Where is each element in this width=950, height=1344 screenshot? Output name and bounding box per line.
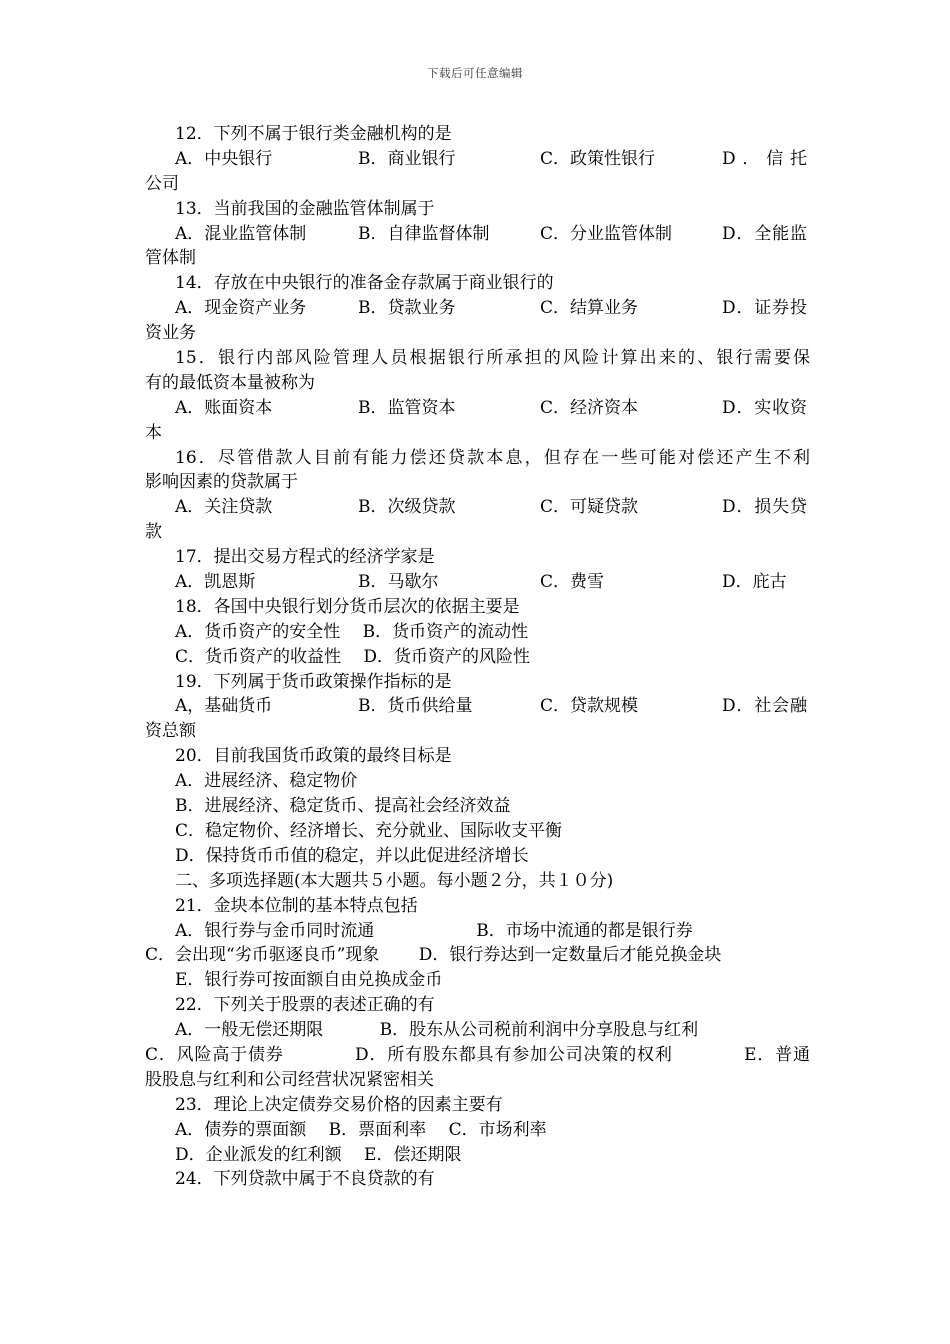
question-15-continuation: 本 bbox=[145, 422, 162, 443]
question-20-option-a: A．进展经济、稳定物价 bbox=[175, 771, 358, 792]
option-c: C．分业监管体制 bbox=[540, 223, 673, 244]
section-2-heading: 二、多项选择题(本大题共５小题。每小题２分，共１０分) bbox=[175, 870, 614, 891]
option-c: C．结算业务 bbox=[540, 298, 639, 319]
page-header: 下载后可任意编辑 bbox=[427, 66, 523, 80]
question-22-options-cde: C．风险高于债券 D．所有股东都具有参加公司决策的权利 E．普通 bbox=[145, 1044, 810, 1065]
option-b: B．监管资本 bbox=[358, 397, 456, 418]
option-d: D．全能监 bbox=[722, 223, 807, 244]
question-23-stem: 23．理论上决定债券交易价格的因素主要有 bbox=[175, 1094, 503, 1115]
option-b: B．货币供给量 bbox=[358, 696, 473, 717]
question-16-stem-line1: 16．尽管借款人目前有能力偿还贷款本息，但存在一些可能对偿还产生不利 bbox=[175, 447, 810, 468]
question-22-stem: 22．下列关于股票的表述正确的有 bbox=[175, 995, 435, 1016]
question-13-continuation: 管体制 bbox=[145, 248, 196, 269]
question-20-stem: 20．目前我国货币政策的最终目标是 bbox=[175, 746, 452, 767]
option-b: B．次级贷款 bbox=[358, 497, 456, 518]
option-a: A．凯恩斯 bbox=[175, 572, 256, 593]
question-20-option-c: C．稳定物价、经济增长、充分就业、国际收支平衡 bbox=[175, 820, 563, 841]
option-a: A．中央银行 bbox=[175, 148, 273, 169]
question-12-stem: 12．下列不属于银行类金融机构的是 bbox=[175, 124, 452, 144]
option-d: D．实收资 bbox=[722, 397, 807, 418]
question-19-options bbox=[145, 694, 810, 719]
question-12-continuation: 公司 bbox=[145, 173, 179, 194]
option-c: C．贷款规模 bbox=[540, 696, 639, 717]
question-22-options-ab: A．一般无偿还期限 B．股东从公司税前利润中分享股息与红利 bbox=[175, 1020, 699, 1041]
question-21-option-e: E．银行券可按面额自由兑换成金币 bbox=[175, 970, 443, 991]
question-15-options bbox=[145, 396, 810, 421]
question-17-options bbox=[145, 570, 810, 595]
option-b: B．商业银行 bbox=[358, 148, 456, 169]
question-13-stem: 13．当前我国的金融监管体制属于 bbox=[175, 198, 435, 219]
option-d: D．社会融 bbox=[722, 696, 807, 717]
question-14-continuation: 资业务 bbox=[145, 323, 196, 344]
question-20-option-d: D．保持货币币值的稳定，并以此促进经济增长 bbox=[175, 845, 529, 866]
question-15-stem-line2: 有的最低资本量被称为 bbox=[145, 372, 315, 393]
option-d: D．信托 bbox=[722, 148, 807, 169]
question-24-stem: 24．下列贷款中属于不良贷款的有 bbox=[175, 1169, 435, 1190]
question-17-stem: 17．提出交易方程式的经济学家是 bbox=[175, 547, 435, 568]
question-21-stem: 21．金块本位制的基本特点包括 bbox=[175, 895, 418, 916]
option-c: C．政策性银行 bbox=[540, 148, 656, 169]
question-12-options bbox=[145, 147, 810, 172]
question-18-options-ab: A．货币资产的安全性 B．货币资产的流动性 bbox=[175, 621, 529, 642]
question-16-stem-line2: 影响因素的贷款属于 bbox=[145, 472, 298, 493]
question-15-stem-line1: 15．银行内部风险管理人员根据银行所承担的风险计算出来的、银行需要保 bbox=[175, 348, 810, 369]
option-c: C．可疑贷款 bbox=[540, 497, 639, 518]
question-23-options-abc: A．债券的票面额 B．票面利率 C．市场利率 bbox=[175, 1119, 547, 1140]
question-14-stem: 14．存放在中央银行的准备金存款属于商业银行的 bbox=[175, 273, 554, 294]
option-d: D．庇古 bbox=[722, 572, 787, 593]
question-23-options-de: D．企业派发的红利额 E．偿还期限 bbox=[175, 1144, 462, 1165]
question-21-options-ab: A．银行券与金币同时流通 B．市场中流通的都是银行券 bbox=[175, 920, 693, 941]
question-13-options bbox=[145, 222, 810, 247]
question-16-options bbox=[145, 495, 810, 520]
question-19-stem: 19．下列属于货币政策操作指标的是 bbox=[175, 671, 452, 692]
option-c: C．经济资本 bbox=[540, 397, 639, 418]
option-b: B．自律监督体制 bbox=[358, 223, 490, 244]
question-22-continuation: 股股息与红利和公司经营状况紧密相关 bbox=[145, 1069, 434, 1090]
question-20-option-b: B．进展经济、稳定货币、提高社会经济效益 bbox=[175, 796, 511, 817]
option-a: A．现金资产业务 bbox=[175, 298, 307, 319]
option-a: A．关注贷款 bbox=[175, 497, 273, 518]
document-body bbox=[145, 122, 810, 1192]
option-a: A，基础货币 bbox=[175, 696, 273, 717]
option-b: B．马歇尔 bbox=[358, 572, 439, 593]
option-a: A．混业监管体制 bbox=[175, 223, 307, 244]
question-16-continuation: 款 bbox=[145, 522, 162, 543]
question-18-stem: 18．各国中央银行划分货币层次的依据主要是 bbox=[175, 596, 520, 617]
question-14-options bbox=[145, 296, 810, 321]
question-19-continuation: 资总额 bbox=[145, 721, 196, 742]
option-d: D．证券投 bbox=[722, 298, 807, 319]
option-d: D．损失贷 bbox=[722, 497, 807, 518]
option-c: C．费雪 bbox=[540, 572, 605, 593]
question-21-options-cd: C．会出现“劣币驱逐良币”现象 D．银行券达到一定数量后才能兑换金块 bbox=[145, 945, 722, 966]
question-18-options-cd: C．货币资产的收益性 D．货币资产的风险性 bbox=[175, 646, 531, 667]
option-b: B．贷款业务 bbox=[358, 298, 456, 319]
option-a: A．账面资本 bbox=[175, 397, 273, 418]
